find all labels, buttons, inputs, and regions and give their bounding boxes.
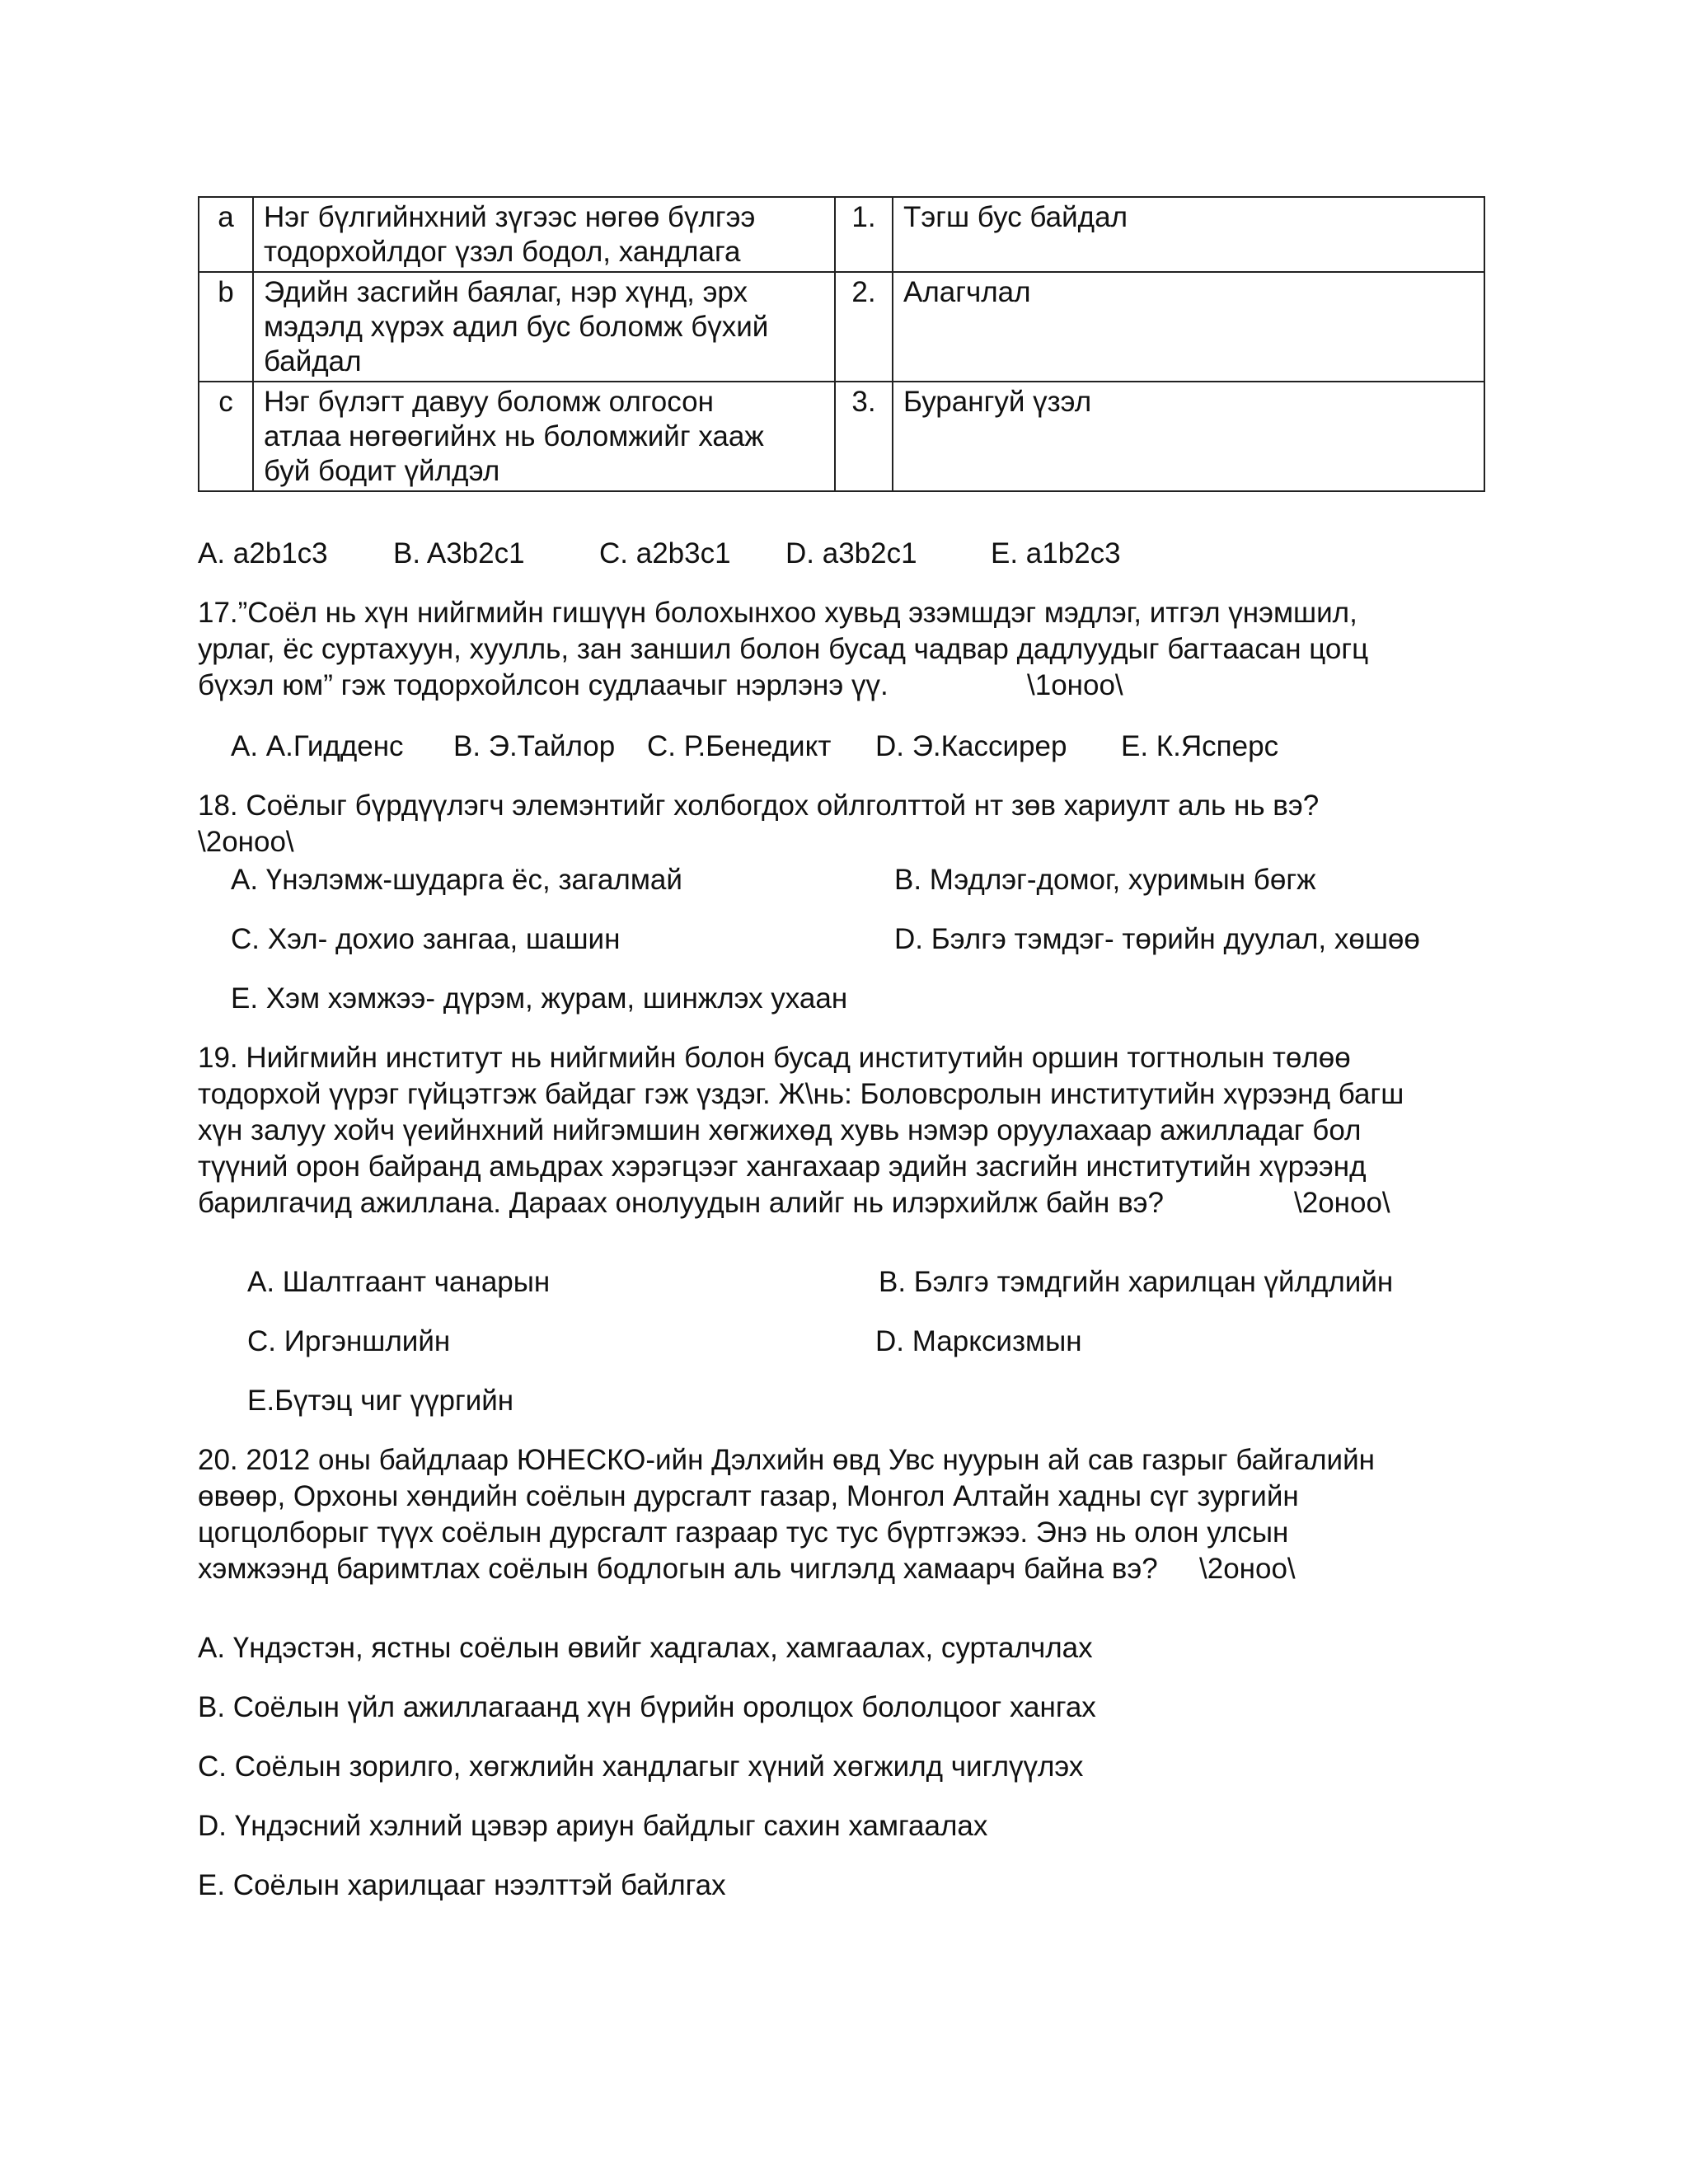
answer-option[interactable]: E. a1b2c3	[991, 537, 1121, 569]
definition-line: тодорхойлдог үзэл бодол, хандлага	[264, 236, 741, 268]
table-row	[199, 272, 1484, 382]
exam-page	[198, 196, 1485, 1901]
answer-option[interactable]: E. Хэм хэмжээ- дүрэм, журам, шинжлэх ухаан	[231, 982, 848, 1015]
table-row	[199, 382, 1484, 491]
row-definition	[253, 382, 835, 491]
answer-option[interactable]: D. a3b2c1	[785, 537, 917, 569]
definition-line: буй бодит үйлдэл	[264, 455, 500, 487]
question-text-line: 18. Соёлыг бүрдүүлэгч элемэнтийг холбогдох ойлголттой нт зөв хариулт аль нь вэ?	[198, 790, 1320, 822]
points-label: \2оноо\	[1294, 1187, 1390, 1219]
question-text-line: тодорхой үүрэг гүйцэтгэж байдаг гэж үздэг. Ж\нь: Боловсролын институтийн хүрээнд багш	[198, 1078, 1404, 1110]
question-text: бүхэл юм” гэж тодорхойлсон судлаачыг нэрлэнэ үү.	[198, 669, 889, 701]
points-label: \2оноо\	[1199, 1553, 1296, 1585]
row-term: Бурангуй үзэл	[893, 382, 1484, 491]
answer-option[interactable]: D. Марксизмын	[875, 1325, 1082, 1357]
answer-option[interactable]: E. Соёлын харилцааг нээлттэй байлгах	[198, 1869, 726, 1901]
answer-option[interactable]: D. Үндэсний хэлний цэвэр ариун байдлыг сахин хамгаалах	[198, 1810, 988, 1842]
definition-line: Нэг бүлгийнхний зүгээс нөгөө бүлгээ	[264, 201, 756, 233]
answer-option[interactable]: C. Иргэншлийн	[247, 1325, 451, 1357]
row-definition	[253, 197, 835, 272]
question-18	[198, 788, 1485, 860]
answer-option[interactable]: C. Хэл- дохио зангаа, шашин	[231, 923, 621, 955]
answer-option[interactable]: C. Соёлын зорилго, хөгжлийн хандлагыг хүний хөгжилд чиглүүлэх	[198, 1750, 1084, 1783]
question-text: хэмжээнд баримтлах соёлын бодлогын аль чиглэлд хамаарч байна вэ?	[198, 1553, 1158, 1585]
question-text: барилгачид ажиллана. Дараах онолуудын алийг нь илэрхийлж байн вэ?	[198, 1187, 1164, 1219]
points-label: \2оноо\	[198, 826, 294, 858]
answer-option[interactable]: A. Үндэстэн, ястны соёлын өвийг хадгалах, хамгаалах, сурталчлах	[198, 1632, 1093, 1664]
table-row	[199, 197, 1484, 272]
question-text-line	[198, 668, 1485, 704]
row-number: 3.	[835, 382, 893, 491]
points-label: \1оноо\	[1027, 669, 1123, 701]
answer-option[interactable]: A. Шалтгаант чанарын	[247, 1266, 551, 1298]
definition-line: байдал	[264, 345, 362, 377]
answer-option[interactable]: D. Бэлгэ тэмдэг- төрийн дуулал, хөшөө	[894, 923, 1420, 955]
question-text-line: цогцолборыг түүх соёлын дурсгалт газраар тус тус бүртгэжээ. Энэ нь олон улсын	[198, 1516, 1289, 1549]
question-text-line: 19. Нийгмийн институт нь нийгмийн болон бусад институтийн оршин тогтнолын төлөө	[198, 1042, 1351, 1074]
question-19	[198, 1040, 1485, 1221]
row-term: Алагчлал	[893, 272, 1484, 382]
question-text-line: 17.”Соёл нь хүн нийгмийн гишүүн болохынхоо хувьд эзэмшдэг мэдлэг, итгэл үнэмшил,	[198, 597, 1357, 629]
definition-line: Эдийн засгийн баялаг, нэр хүнд, эрх	[264, 276, 748, 308]
answer-option[interactable]: E.Бүтэц чиг үүргийн	[247, 1385, 514, 1417]
row-definition	[253, 272, 835, 382]
question-text-line: өвөөр, Орхоны хөндийн соёлын дурсгалт газар, Монгол Алтайн хадны сүг зургийн	[198, 1480, 1299, 1512]
definition-line: Нэг бүлэгт давуу боломж олгосон	[264, 386, 714, 418]
answer-option[interactable]: B. Э.Тайлор	[453, 730, 616, 762]
question-text-line	[198, 1185, 1485, 1221]
row-number: 2.	[835, 272, 893, 382]
question-text-line: түүний орон байранд амьдрах хэрэгцээг хангахаар эдийн засгийн институтийн хүрээнд	[198, 1151, 1367, 1183]
answer-option[interactable]: D. Э.Кассирер	[875, 730, 1067, 762]
question-text-line	[198, 1551, 1485, 1587]
row-number: 1.	[835, 197, 893, 272]
definition-line: мэдэлд хүрэх адил бус боломж бүхий	[264, 311, 769, 343]
question-text-line: урлаг, ёс суртахуун, хуулль, зан заншил болон бусад чадвар дадлуудыг багтаасан цогц	[198, 633, 1369, 665]
row-letter: c	[199, 382, 253, 491]
answer-option[interactable]: A. А.Гидденс	[231, 730, 404, 762]
question-text-line: 20. 2012 оны байдлаар ЮНЕСКО-ийн Дэлхийн өвд Увс нуурын ай сав газрыг байгалийн	[198, 1444, 1375, 1476]
row-letter: a	[199, 197, 253, 272]
answer-option[interactable]: C. Р.Бенедикт	[647, 730, 832, 762]
definition-line: атлаа нөгөөгийнх нь боломжийг хааж	[264, 420, 764, 452]
question-17	[198, 595, 1485, 704]
answer-option[interactable]: B. Мэдлэг-домог, хуримын бөгж	[894, 864, 1316, 896]
matching-table	[198, 196, 1485, 492]
question-20	[198, 1442, 1485, 1587]
answer-option[interactable]: E. К.Ясперс	[1121, 730, 1279, 762]
answer-option[interactable]: B. Бэлгэ тэмдгийн харилцан үйлдлийн	[879, 1266, 1394, 1298]
question-text-line: хүн залуу хойч үеийнхний нийгэмшин хөгжихөд хувь нэмэр оруулахаар ажилладаг бол	[198, 1114, 1362, 1146]
answer-option[interactable]: A. a2b1c3	[198, 537, 328, 569]
answer-option[interactable]: B. A3b2c1	[393, 537, 525, 569]
row-letter: b	[199, 272, 253, 382]
answer-option[interactable]: A. Үнэлэмж-шударга ёс, загалмай	[231, 864, 682, 896]
answer-option[interactable]: B. Соёлын үйл ажиллагаанд хүн бүрийн оролцох бололцоог хангах	[198, 1691, 1096, 1723]
row-term: Тэгш бус байдал	[893, 197, 1484, 272]
answer-option[interactable]: C. a2b3c1	[599, 537, 731, 569]
